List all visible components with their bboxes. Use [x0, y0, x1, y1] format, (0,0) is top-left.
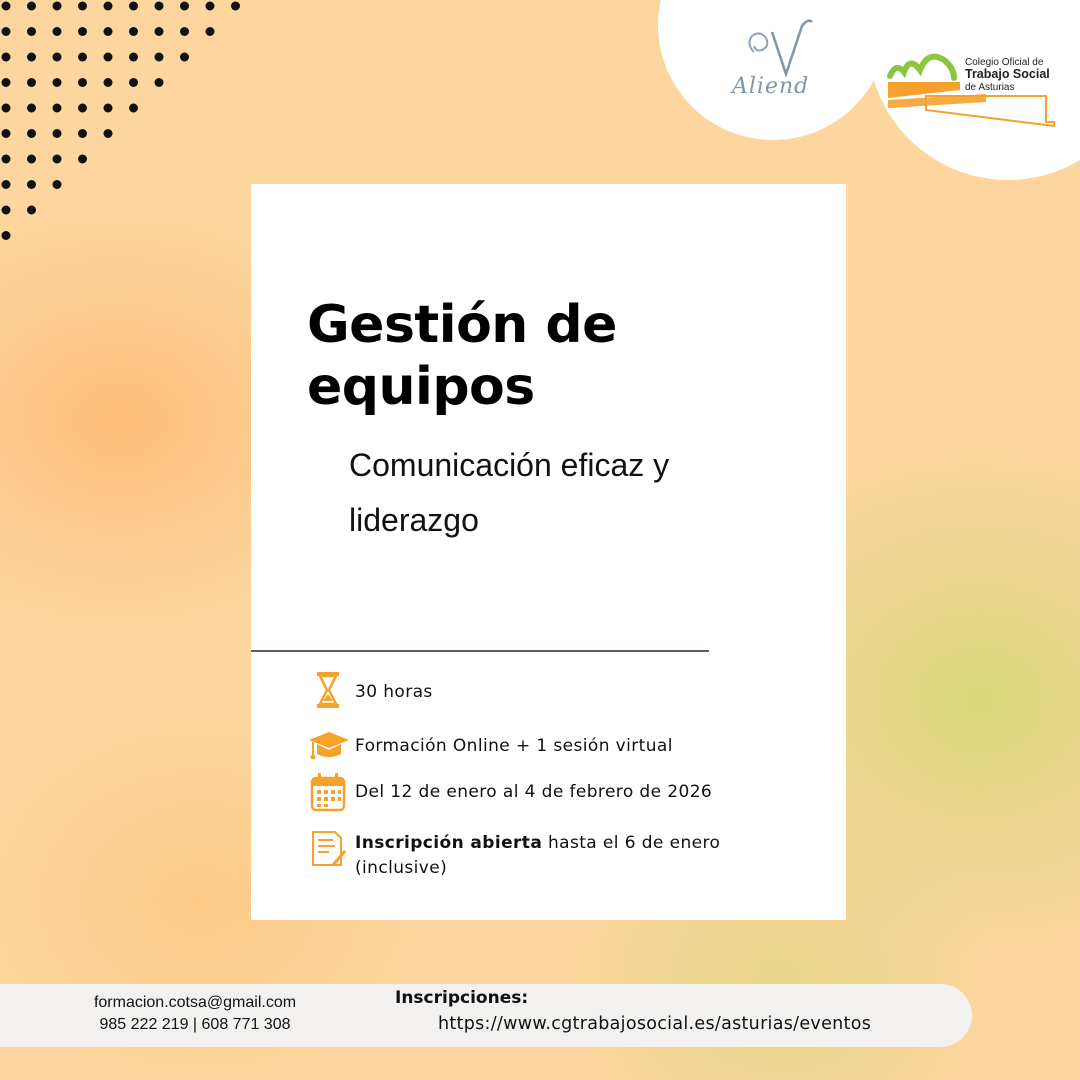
info-dates-text: Del 12 de enero al 4 de febrero de 2026 — [355, 782, 713, 802]
cotsa-logo-text — [965, 57, 1050, 93]
dot — [2, 206, 11, 215]
dot — [27, 155, 36, 164]
dot — [155, 78, 164, 87]
divider — [251, 650, 709, 652]
graduation-cap-icon — [307, 726, 349, 766]
cotsa-line2: Trabajo Social — [965, 67, 1050, 81]
dot — [27, 2, 36, 11]
dot — [2, 155, 11, 164]
contact-email[interactable]: formacion.cotsa@gmail.com — [93, 994, 297, 1011]
dot — [2, 180, 11, 189]
dot — [27, 129, 36, 138]
dot — [206, 27, 215, 36]
dot — [155, 2, 164, 11]
dot — [2, 2, 11, 11]
cotsa-line3: de Asturias — [965, 81, 1015, 93]
hourglass-icon — [307, 670, 349, 710]
dot — [27, 104, 36, 113]
contact-phones: 985 222 219 | 608 771 308 — [99, 1016, 291, 1033]
info-registration — [307, 829, 775, 881]
dot — [53, 27, 62, 36]
registration-rest: hasta el 6 de enero (inclusive) — [355, 833, 721, 878]
dot — [104, 27, 113, 36]
course-subtitle: Comunicación eficaz y liderazgo — [349, 447, 670, 538]
dot — [27, 180, 36, 189]
footer-bar — [0, 984, 972, 1047]
info-registration-text — [355, 829, 775, 881]
info-format-text: Formación Online + 1 sesión virtual — [355, 736, 673, 756]
dot — [27, 206, 36, 215]
dot — [2, 231, 11, 240]
dot — [53, 129, 62, 138]
dot — [2, 78, 11, 87]
dot — [27, 78, 36, 87]
dot — [2, 53, 11, 62]
form-icon — [307, 829, 349, 869]
dot — [27, 27, 36, 36]
info-format — [307, 726, 673, 766]
cotsa-line1: Colegio Oficial de — [965, 57, 1044, 68]
course-title: Gestión de equipos — [307, 295, 617, 417]
dot — [206, 2, 215, 11]
dot-pattern — [0, 0, 260, 250]
registration-bold: Inscripción abierta — [355, 833, 543, 853]
dot — [180, 2, 189, 11]
dot — [155, 53, 164, 62]
dot — [104, 129, 113, 138]
dot — [2, 27, 11, 36]
dot — [129, 27, 138, 36]
dot — [104, 2, 113, 11]
info-dates — [307, 772, 712, 812]
dot — [53, 78, 62, 87]
dot — [78, 2, 87, 11]
dot — [2, 129, 11, 138]
inscripciones-label: Inscripciones: — [395, 988, 529, 1008]
dot — [53, 155, 62, 164]
info-duration — [307, 670, 433, 710]
dot — [78, 27, 87, 36]
dot — [129, 104, 138, 113]
dot — [78, 104, 87, 113]
dot — [104, 104, 113, 113]
course-card — [251, 184, 846, 920]
inscripciones-link[interactable]: https://www.cgtrabajosocial.es/asturias/eventos — [438, 1014, 872, 1034]
dot — [78, 129, 87, 138]
dot — [180, 53, 189, 62]
dot — [53, 2, 62, 11]
dot — [155, 27, 164, 36]
dot — [53, 104, 62, 113]
dot — [231, 2, 240, 11]
aliend-logo-text: Aliend — [732, 74, 810, 99]
contact-block — [60, 992, 330, 1036]
dot — [180, 27, 189, 36]
calendar-icon — [307, 772, 349, 812]
dot — [104, 53, 113, 62]
dot — [129, 53, 138, 62]
dot — [129, 78, 138, 87]
dot — [78, 155, 87, 164]
dot — [53, 53, 62, 62]
dot — [53, 180, 62, 189]
info-duration-text: 30 horas — [355, 682, 433, 702]
dot — [104, 78, 113, 87]
dot — [78, 53, 87, 62]
dot — [78, 78, 87, 87]
dot — [27, 53, 36, 62]
dot — [129, 2, 138, 11]
dot — [2, 104, 11, 113]
